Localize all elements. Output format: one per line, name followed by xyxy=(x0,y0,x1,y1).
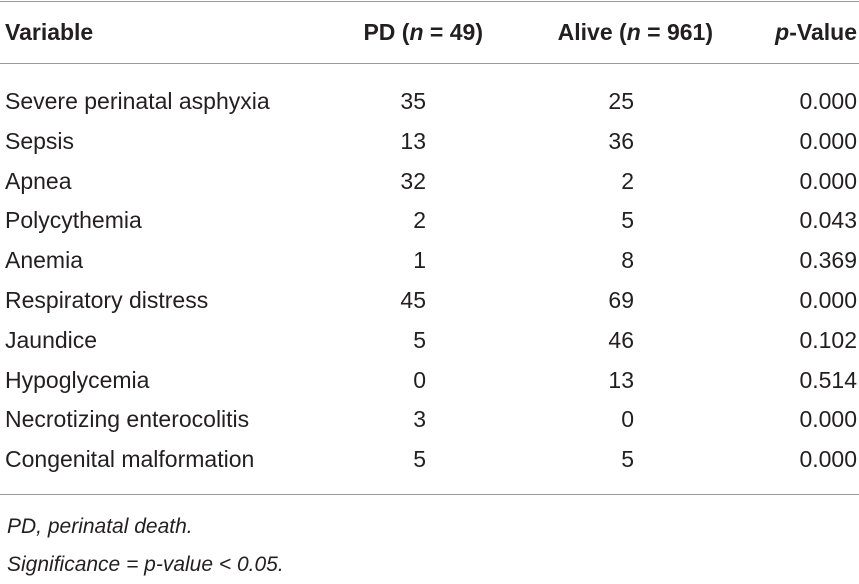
cell-variable: Polycythemia xyxy=(5,207,142,234)
table-row xyxy=(0,440,859,480)
cell-variable: Necrotizing enterocolitis xyxy=(5,406,250,433)
cell-p-value: 0.000 xyxy=(799,406,857,433)
header-p-value xyxy=(775,16,857,48)
cell-alive: 69 xyxy=(608,286,634,313)
cell-p-value: 0.000 xyxy=(799,446,857,473)
footnote: Significance = p-value < 0.05. xyxy=(7,553,284,576)
header-rule xyxy=(0,63,859,64)
footnote: PD, perinatal death. xyxy=(7,515,193,538)
cell-pd: 5 xyxy=(413,446,426,473)
header-p-suffix: -Value xyxy=(789,19,857,45)
header-alive xyxy=(558,16,713,48)
cell-alive: 5 xyxy=(621,446,634,473)
cell-variable: Jaundice xyxy=(5,326,98,353)
cell-pd: 32 xyxy=(400,167,426,194)
cell-p-value: 0.000 xyxy=(799,127,857,154)
cell-alive: 46 xyxy=(608,326,634,353)
header-alive-prefix: Alive ( xyxy=(557,19,627,45)
table-footnotes xyxy=(7,508,284,584)
cell-variable: Anemia xyxy=(5,247,83,274)
cell-p-value: 0.369 xyxy=(799,247,857,274)
cell-p-value: 0.043 xyxy=(799,207,857,234)
header-p-italic: p xyxy=(775,19,790,45)
cell-pd: 13 xyxy=(400,127,426,154)
cell-pd: 5 xyxy=(413,326,426,353)
header-alive-n: n xyxy=(626,19,641,45)
cell-p-value: 0.514 xyxy=(799,366,857,393)
table-row xyxy=(0,281,859,321)
cell-pd: 3 xyxy=(413,406,426,433)
header-pd-n: n xyxy=(409,19,424,45)
header-pd-prefix: PD ( xyxy=(363,19,410,45)
cell-alive: 13 xyxy=(608,366,634,393)
cell-pd: 1 xyxy=(413,247,426,274)
cell-alive: 36 xyxy=(608,127,634,154)
table-row xyxy=(0,361,859,401)
cell-pd: 35 xyxy=(400,88,426,114)
table-body xyxy=(0,82,859,480)
cell-alive: 0 xyxy=(621,406,634,433)
cell-p-value: 0.000 xyxy=(799,167,857,194)
cell-alive: 2 xyxy=(621,167,634,194)
cell-variable: Congenital malformation xyxy=(5,446,255,473)
cell-pd: 0 xyxy=(413,366,426,393)
table-row xyxy=(0,82,859,122)
table-row xyxy=(0,201,859,241)
cell-variable: Respiratory distress xyxy=(5,286,209,313)
table-row xyxy=(0,241,859,281)
header-alive-suffix: = 961) xyxy=(640,19,713,45)
table-top-rule xyxy=(0,1,859,2)
header-pd xyxy=(363,16,483,48)
cell-alive: 25 xyxy=(608,88,634,114)
table-row xyxy=(0,400,859,440)
cell-variable: Hypoglycemia xyxy=(5,366,150,393)
cell-pd: 2 xyxy=(413,207,426,234)
cell-p-value: 0.000 xyxy=(799,286,857,313)
table-row xyxy=(0,321,859,361)
cell-alive: 5 xyxy=(621,207,634,234)
cell-variable: Sepsis xyxy=(5,127,75,154)
table-bottom-rule xyxy=(0,494,859,495)
cell-variable: Apnea xyxy=(5,167,72,194)
header-pd-suffix: = 49) xyxy=(423,19,483,45)
header-variable: Variable xyxy=(5,19,94,45)
cell-alive: 8 xyxy=(621,247,634,274)
cell-p-value: 0.000 xyxy=(799,88,857,114)
table-row xyxy=(0,162,859,202)
cell-pd: 45 xyxy=(400,286,426,313)
cell-p-value: 0.102 xyxy=(799,326,857,353)
table-row xyxy=(0,122,859,162)
cell-variable: Severe perinatal asphyxia xyxy=(5,88,270,114)
